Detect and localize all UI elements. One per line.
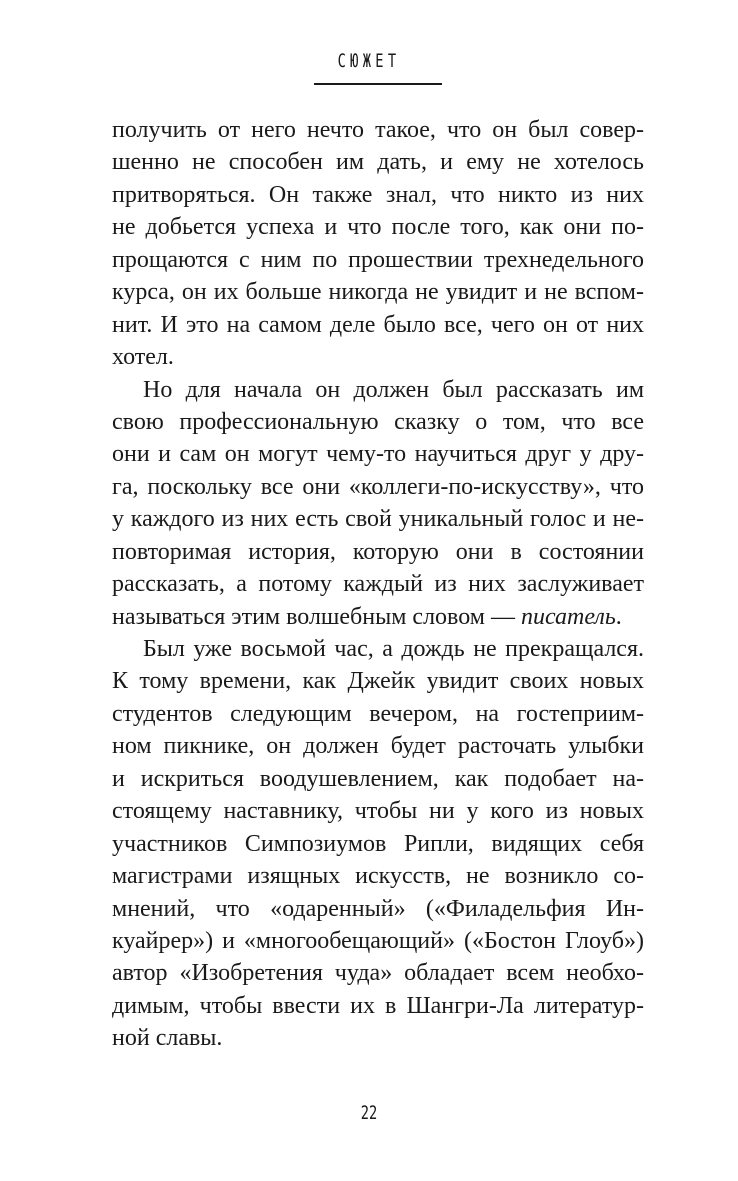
text-line: магистрами изящных искусств, не возникло со- bbox=[112, 863, 644, 890]
text-line: га, поскольку все они «коллеги-по-искусству», что bbox=[112, 473, 644, 500]
text-line: шенно не способен им дать, и ему не хотелось bbox=[112, 149, 644, 176]
text-line: рассказать, а потому каждый из них заслуживает bbox=[112, 571, 644, 598]
text-line: не добьется успеха и что после того, как они по- bbox=[112, 214, 644, 241]
text-line: К тому времени, как Джейк увидит своих новых bbox=[112, 668, 644, 695]
text-line: притворяться. Он также знал, что никто из них bbox=[112, 181, 644, 208]
italic-word: писатель bbox=[520, 603, 616, 630]
text-line: нит. И это на самом деле было все, чего он от них bbox=[112, 311, 644, 338]
header-rule bbox=[314, 83, 442, 85]
trailing-period: . bbox=[615, 603, 622, 630]
text-line: мнений, что «одаренный» («Филадельфия Ин- bbox=[112, 895, 644, 922]
text-line: Но для начала он должен был рассказать им bbox=[143, 376, 644, 403]
text-line: студентов следующим вечером, на гостеприим- bbox=[112, 700, 644, 727]
text-line: куайрер») и «многообещающий» («Бостон Глоуб») bbox=[112, 927, 644, 954]
text-line: курса, он их больше никогда не увидит и не вспом- bbox=[112, 279, 644, 306]
text-line: повторимая история, которую они в состоянии bbox=[112, 538, 644, 565]
text-line: Был уже восьмой час, а дождь не прекращался. bbox=[143, 636, 644, 662]
text-line: ном пикнике, он должен будет расточать улыбки bbox=[112, 733, 644, 760]
text-line: стоящему наставнику, чтобы ни у кого из новых bbox=[112, 798, 644, 825]
text-line: они и сам он могут чему-то научиться друг у дру- bbox=[112, 441, 644, 468]
text-line: получить от него нечто такое, что он был совер- bbox=[112, 117, 644, 143]
text-line: димым, чтобы ввести их в Шангри-Ла литератур- bbox=[112, 992, 644, 1019]
text-line-with-italic bbox=[112, 601, 644, 633]
text-line: прощаются с ним по прошествии трехнедельного bbox=[112, 246, 644, 273]
page-number: 22 bbox=[360, 1102, 378, 1124]
text-line: у каждого из них есть свой уникальный голос и не- bbox=[112, 506, 644, 533]
body-text bbox=[112, 114, 644, 1055]
text-line: хотел. bbox=[112, 344, 174, 371]
text-line: ной славы. bbox=[112, 1025, 223, 1052]
running-head: СЮЖЕТ bbox=[337, 50, 401, 72]
text-line: автор «Изобретения чуда» обладает всем необхо- bbox=[112, 960, 644, 987]
text-line: участников Симпозиумов Рипли, видящих себя bbox=[112, 830, 644, 857]
text-line: называться этим волшебным словом — bbox=[112, 603, 515, 630]
text-line: и искриться воодушевлением, как подобает на- bbox=[112, 765, 644, 792]
text-line: свою профессиональную сказку о том, что все bbox=[112, 408, 644, 435]
